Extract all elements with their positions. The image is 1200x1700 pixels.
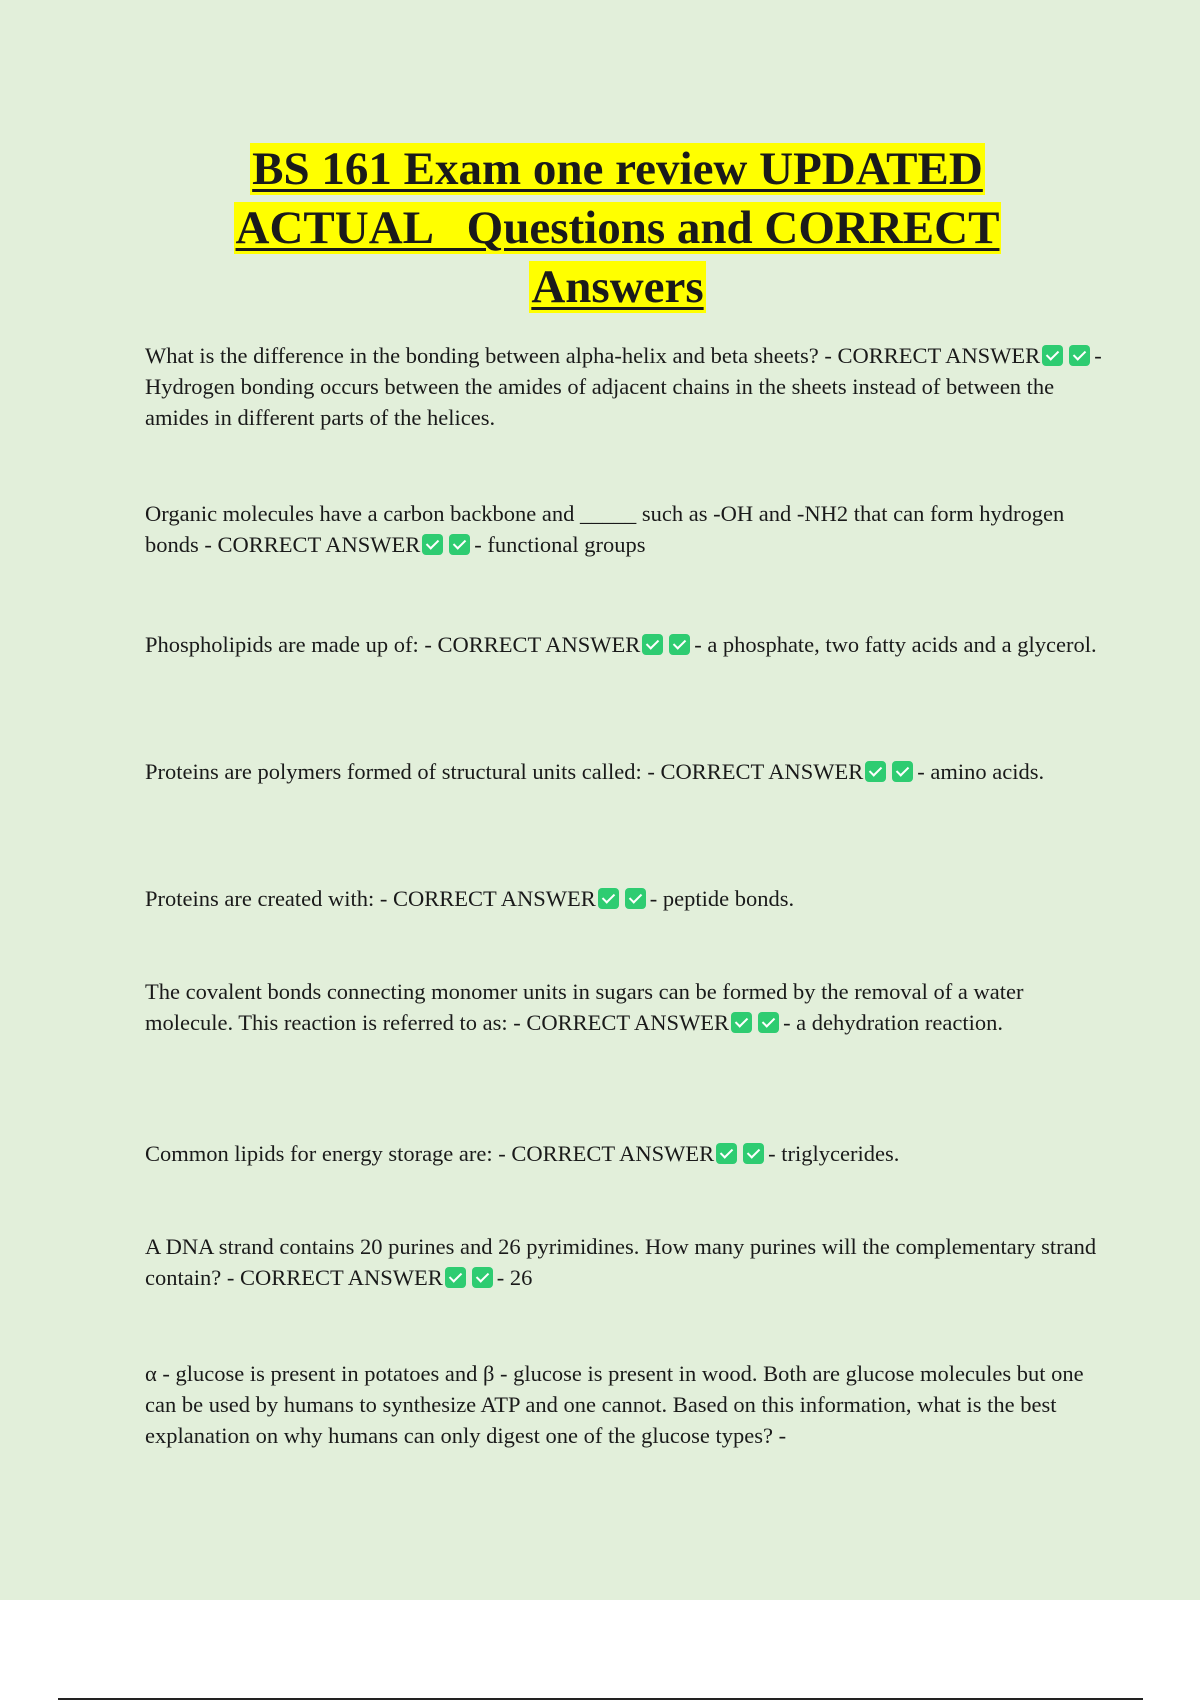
answer-text: - Hydrogen bonding occurs between the amides of adjacent chains in the sheets instead of between the amides in different parts of the helices. [145,343,1102,430]
check-box-icon [1042,345,1063,366]
check-box-icon [892,761,913,782]
question-text: α - glucose is present in potatoes and β - glucose is present in wood. Both are glucose molecules but one can be used by humans to synthesize ATP and one cannot. Based on this information, what is the best explanation on why humans can only digest one of the glucose types? - [145,1361,1084,1448]
check-box-icon [716,1143,737,1164]
question-text: Organic molecules have a carbon backbone and _____ such as -OH and -NH2 that can form hydrogen bonds - CORRECT ANSWER [145,501,1065,557]
check-box-icon [598,888,619,909]
answer-text: - a dehydration reaction. [783,1010,1003,1035]
answer-text: - triglycerides. [768,1141,900,1166]
answer-text: - amino acids. [917,759,1045,784]
check-box-icon [865,761,886,782]
qa-item-4 [145,756,1105,787]
question-text: A DNA strand contains 20 purines and 26 pyrimidines. How many purines will the complementary strand contain? - CORRECT ANSWER [145,1234,1097,1290]
qa-item-3 [145,629,1105,660]
check-box-icon [731,1012,752,1033]
check-box-icon [449,534,470,555]
question-text: Common lipids for energy storage are: - CORRECT ANSWER [145,1141,715,1166]
question-text: The covalent bonds connecting monomer units in sugars can be formed by the removal of a water molecule. This reaction is referred to as: - CORRECT ANSWER [145,979,1024,1035]
qa-item-9 [145,1358,1105,1451]
document-title [120,140,1115,317]
check-box-icon [445,1267,466,1288]
answer-text: - a phosphate, two fatty acids and a glycerol. [694,632,1097,657]
question-text: Phospholipids are made up of: - CORRECT ANSWER [145,632,641,657]
title-line-3: Answers [531,261,704,313]
answer-text: - functional groups [474,532,646,557]
check-box-icon [758,1012,779,1033]
answer-text: - 26 [496,1265,533,1290]
qa-item-2 [145,498,1105,560]
title-line-1: BS 161 Exam one review UPDATED [252,143,983,195]
check-box-icon [422,534,443,555]
check-box-icon [642,634,663,655]
qa-item-6 [145,976,1105,1038]
question-text: Proteins are polymers formed of structural units called: - CORRECT ANSWER [145,759,864,784]
check-box-icon [1069,345,1090,366]
question-text: Proteins are created with: - CORRECT ANSWER [145,886,596,911]
title-line-2: ACTUAL Questions and CORRECT [235,202,1000,254]
check-box-icon [625,888,646,909]
check-box-icon [472,1267,493,1288]
qa-item-7 [145,1138,1105,1169]
qa-item-5 [145,883,1105,914]
qa-item-8 [145,1231,1105,1293]
answer-text: - peptide bonds. [649,886,795,911]
check-box-icon [669,634,690,655]
qa-item-1 [145,340,1105,433]
check-box-icon [743,1143,764,1164]
question-text: What is the difference in the bonding between alpha-helix and beta sheets? - CORRECT ANSWER [145,343,1041,368]
